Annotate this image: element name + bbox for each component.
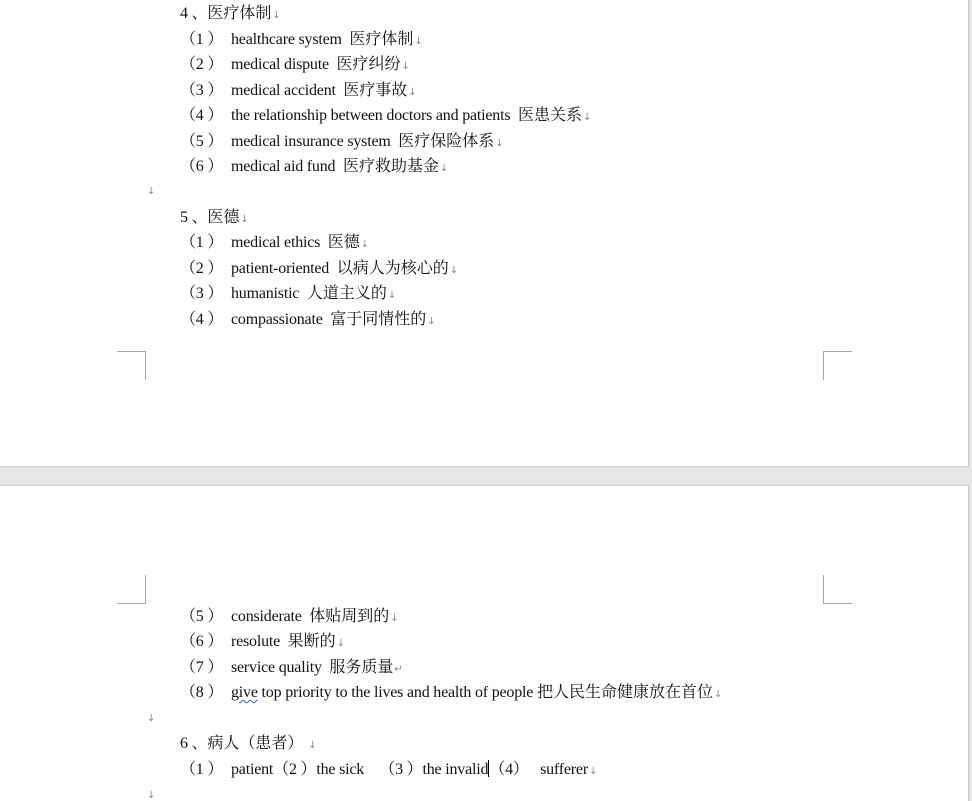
empty-paragraph-mark-icon: ↓ <box>147 186 156 197</box>
term-the-sick: the sick <box>316 761 365 778</box>
item-text <box>231 607 398 629</box>
item-text <box>231 310 435 332</box>
item-text <box>231 658 403 680</box>
list-item[interactable] <box>180 632 345 652</box>
line-break-icon: ↓ <box>390 613 399 624</box>
item-text <box>231 233 369 255</box>
item-number: （3 ） <box>379 761 423 778</box>
chinese-term: 医疗救助基金 <box>342 158 439 175</box>
list-item[interactable] <box>180 157 449 177</box>
line-break-icon: ↓ <box>336 638 345 649</box>
english-term: medical dispute <box>231 56 329 73</box>
item-number: （4） <box>489 761 529 778</box>
item-text <box>231 632 345 654</box>
item-text <box>231 284 396 306</box>
list-item[interactable] <box>180 607 399 627</box>
english-term: medical ethics <box>231 234 321 251</box>
item-text <box>231 81 417 103</box>
list-item-synonyms[interactable] <box>180 760 598 780</box>
term-the-invalid: the invalid <box>422 761 489 778</box>
term-patient: patient <box>231 761 274 778</box>
list-item[interactable] <box>180 233 369 253</box>
line-break-icon: ↓ <box>360 239 369 250</box>
item-text <box>231 132 503 154</box>
english-term: top priority to the lives and health of people <box>257 684 534 701</box>
list-item[interactable] <box>180 132 504 152</box>
english-term: healthcare system <box>231 31 342 48</box>
english-term: medical insurance system <box>231 133 391 150</box>
list-item[interactable] <box>180 284 397 304</box>
chinese-term: 医疗体制 <box>349 31 414 48</box>
english-term: humanistic <box>231 285 300 302</box>
item-text <box>231 157 448 179</box>
item-number: （1 ） <box>180 234 224 251</box>
chinese-term: 服务质量 <box>329 659 394 676</box>
item-text <box>231 683 722 705</box>
paragraph-mark-icon: ↓ <box>308 740 317 751</box>
item-number: （5 ） <box>180 133 224 150</box>
chinese-term: 医疗保险体系 <box>398 133 495 150</box>
chinese-term: 医德 <box>327 234 360 251</box>
section-heading-6[interactable] <box>180 734 316 756</box>
line-break-icon: ↓ <box>414 36 423 47</box>
item-number: （2 ） <box>273 761 317 778</box>
line-break-icon: ↓ <box>583 112 592 123</box>
document-page-2[interactable] <box>0 485 969 801</box>
line-break-icon: ↓ <box>495 138 504 149</box>
line-break-icon: ↓ <box>387 290 397 301</box>
paragraph-return-icon: ↵ <box>394 664 403 675</box>
item-number: （5 ） <box>180 608 224 625</box>
section-heading-5[interactable] <box>180 208 249 230</box>
english-term: the relationship between doctors and patients <box>231 107 511 124</box>
heading-number: 6 、 <box>180 735 208 752</box>
item-number: （6 ） <box>180 633 224 650</box>
item-text <box>231 106 591 128</box>
chinese-term: 富于同情性的 <box>330 311 427 328</box>
term-sufferer: sufferer <box>540 761 588 778</box>
item-text <box>231 30 423 52</box>
item-number: （1 ） <box>180 31 224 48</box>
margin-corner-top-right <box>823 575 852 604</box>
list-item[interactable] <box>180 30 423 50</box>
item-number: （2 ） <box>180 56 224 73</box>
english-term: medical aid fund <box>231 158 336 175</box>
paragraph-mark-icon: ↓ <box>240 214 249 225</box>
list-item[interactable] <box>180 683 723 703</box>
english-term: compassionate <box>231 311 323 328</box>
item-number: （2 ） <box>180 260 224 277</box>
line-break-icon: ↓ <box>439 163 449 174</box>
chinese-term: 以病人为核心的 <box>336 260 449 277</box>
list-item[interactable] <box>180 658 403 678</box>
english-term: service quality <box>231 659 322 676</box>
line-break-icon: ↓ <box>401 61 410 72</box>
margin-corner-bottom-right <box>823 351 852 380</box>
spellcheck-flagged-word[interactable]: give <box>231 684 258 701</box>
heading-number: 4 、 <box>180 5 208 22</box>
item-number: （3 ） <box>180 82 224 99</box>
heading-text: 病人（患者） <box>207 735 304 752</box>
item-number: （1 ） <box>180 761 224 778</box>
empty-paragraph-mark-icon: ↓ <box>147 713 156 724</box>
line-break-icon: ↓ <box>714 689 723 700</box>
list-item[interactable] <box>180 259 458 279</box>
empty-paragraph-mark-icon: ↓ <box>147 790 156 801</box>
item-text <box>231 259 458 281</box>
margin-corner-bottom-left <box>117 351 146 380</box>
list-item[interactable] <box>180 81 417 101</box>
chinese-term: 人道主义的 <box>306 285 387 302</box>
item-number: （3 ） <box>180 285 224 302</box>
chinese-term: 体贴周到的 <box>309 608 390 625</box>
chinese-term: 把人民生命健康放在首位 <box>536 684 713 701</box>
item-number: （4 ） <box>180 311 224 328</box>
section-heading-4[interactable] <box>180 4 281 26</box>
chinese-term: 医疗事故 <box>343 82 408 99</box>
line-break-icon: ↓ <box>408 87 417 98</box>
line-break-icon: ↓ <box>449 265 458 276</box>
margin-corner-top-left <box>117 575 146 604</box>
item-number: （7 ） <box>180 659 224 676</box>
item-text <box>231 760 597 782</box>
heading-number: 5 、 <box>180 209 208 226</box>
list-item[interactable] <box>180 55 410 75</box>
paragraph-mark-icon: ↓ <box>272 10 281 21</box>
item-number: （4 ） <box>180 107 224 124</box>
chinese-term: 医患关系 <box>517 107 582 124</box>
item-text <box>231 55 410 77</box>
english-term: patient-oriented <box>231 260 330 277</box>
item-number: （8 ） <box>180 684 224 701</box>
english-term: resolute <box>231 633 281 650</box>
english-term: considerate <box>231 608 302 625</box>
heading-text: 医疗体制 <box>207 5 272 22</box>
item-number: （6 ） <box>180 158 224 175</box>
list-item[interactable] <box>180 310 436 330</box>
english-term: medical accident <box>231 82 336 99</box>
line-break-icon: ↓ <box>427 316 436 327</box>
heading-text: 医德 <box>207 209 240 226</box>
chinese-term: 医疗纠纷 <box>336 56 401 73</box>
chinese-term: 果断的 <box>287 633 336 650</box>
line-break-icon: ↓ <box>588 766 598 777</box>
list-item[interactable] <box>180 106 592 126</box>
